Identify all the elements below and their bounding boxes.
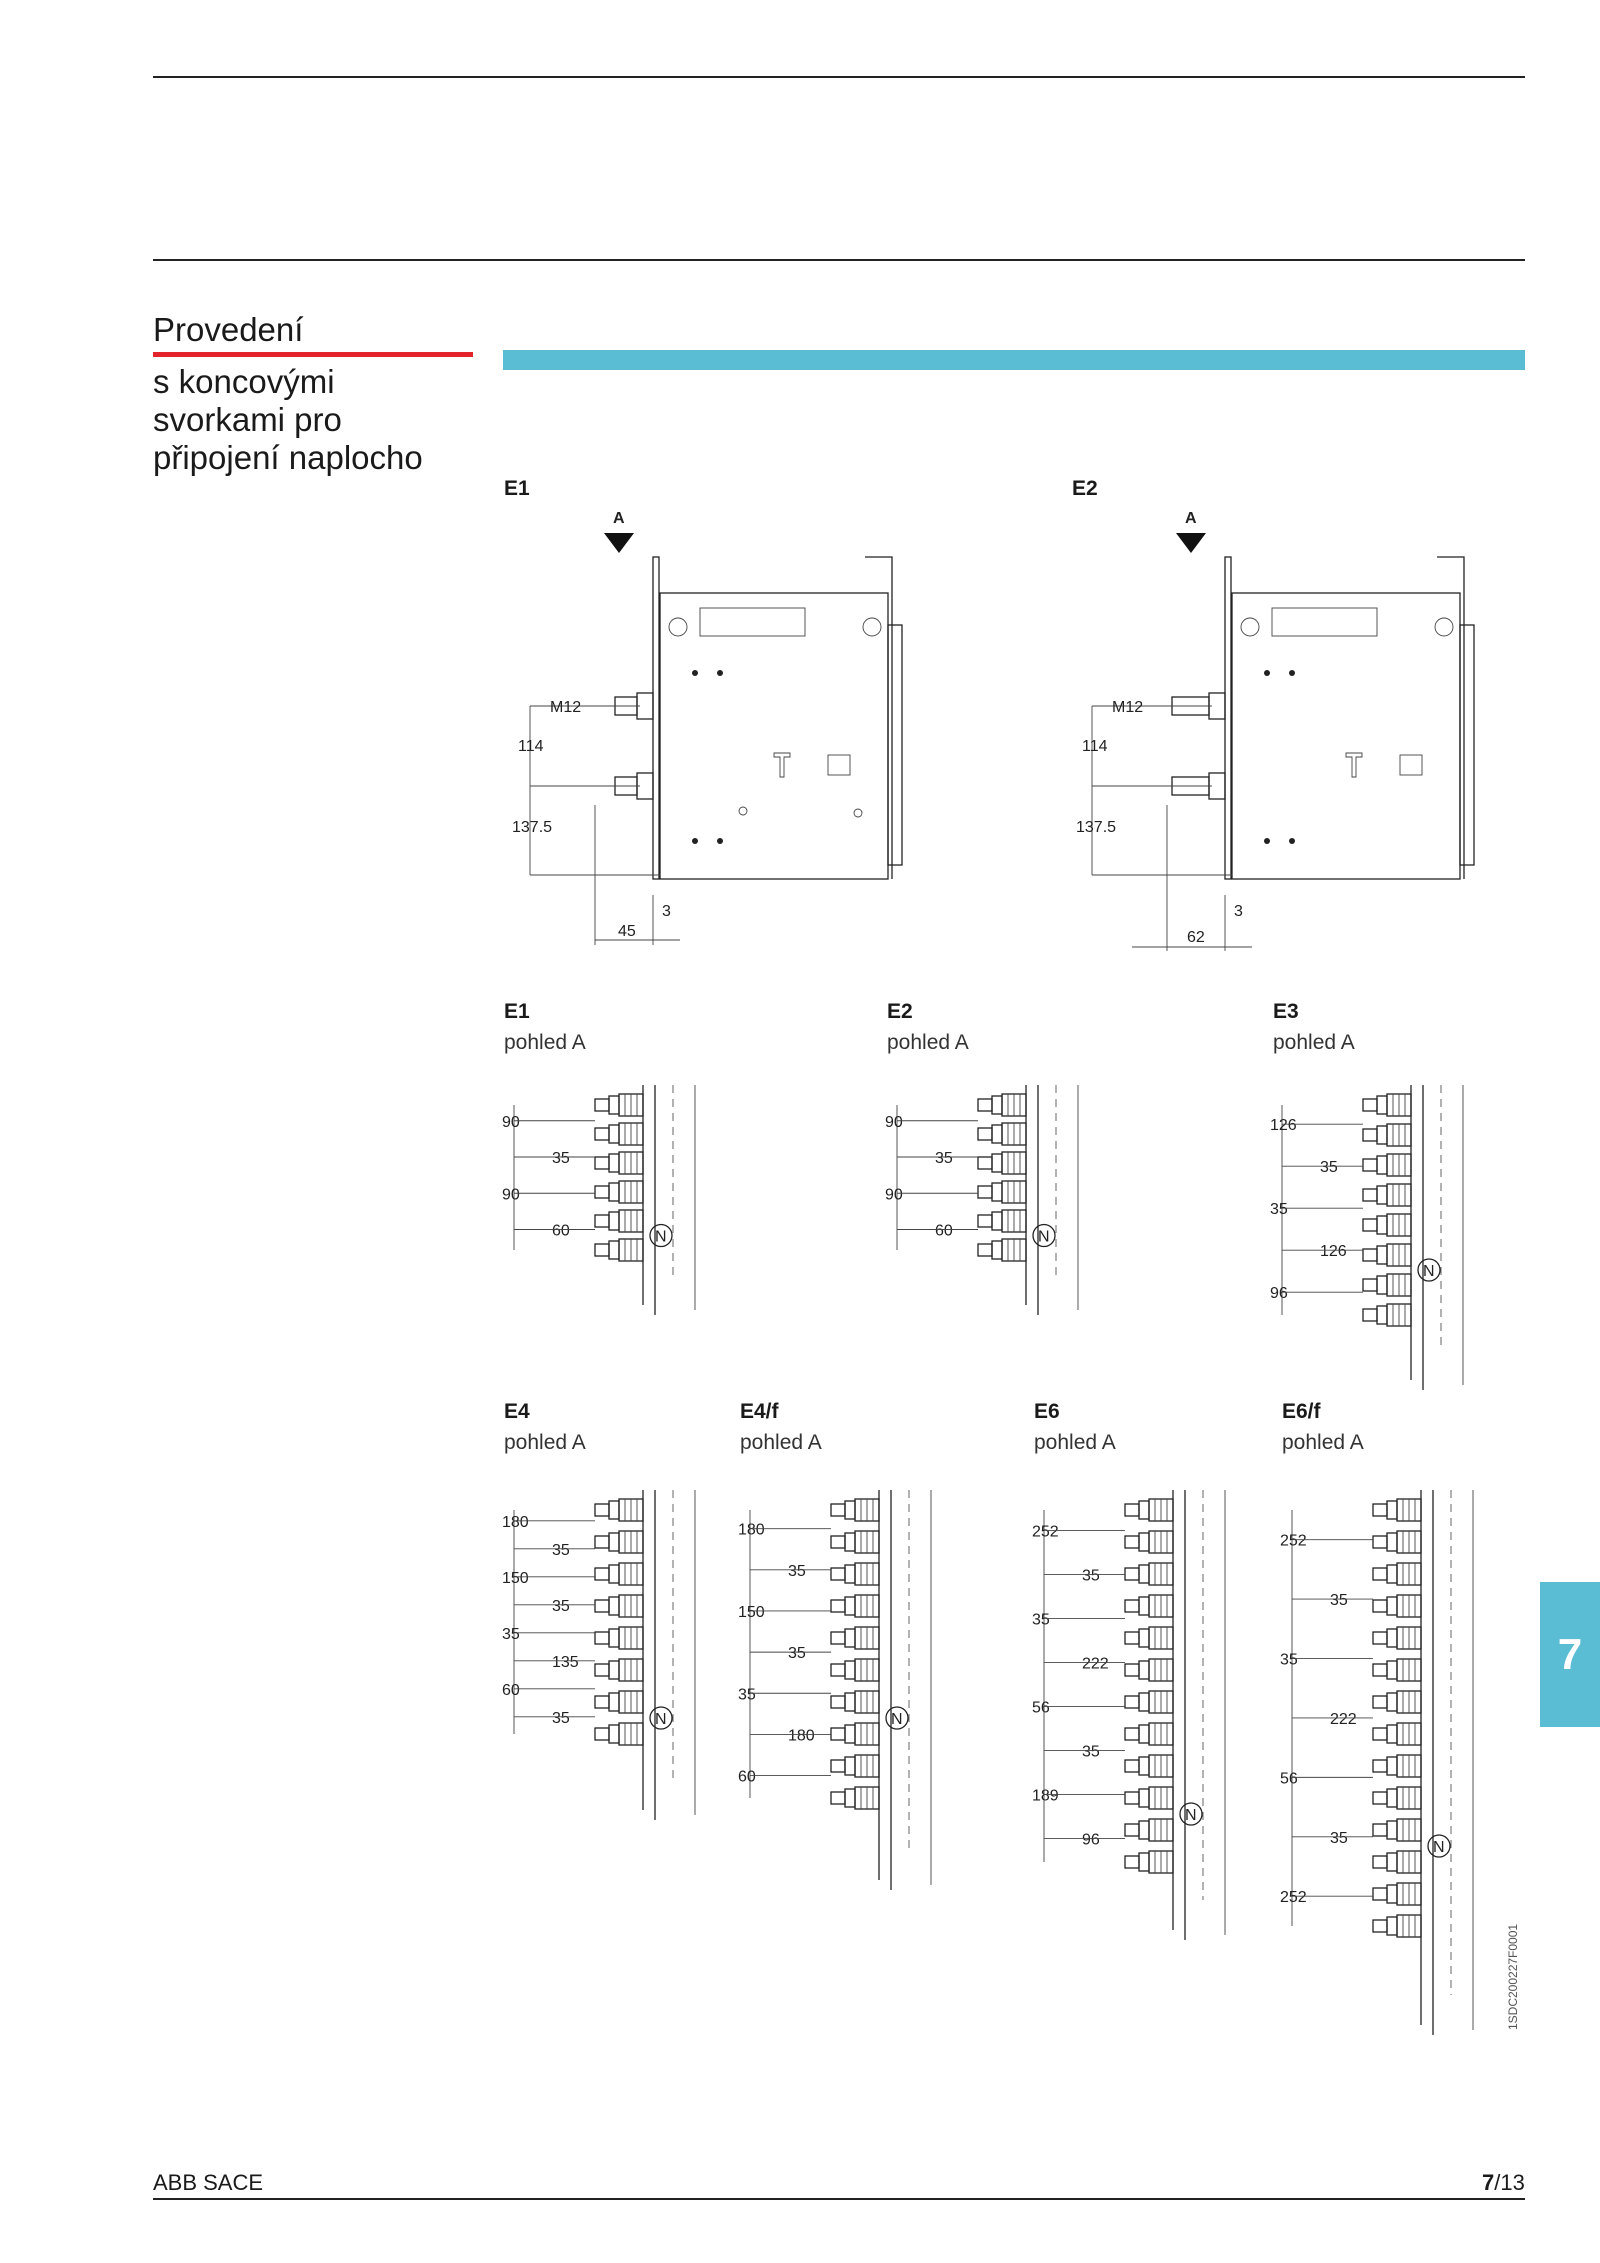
neutral-label: N [655,1228,667,1246]
terminal-nut [831,1792,845,1804]
dim-value: 35 [552,1597,570,1615]
terminal-nut [595,1157,609,1169]
terminal-nut [831,1536,845,1548]
terminal-washer [609,1725,619,1743]
view-sub-e4f: pohled A [740,1431,822,1454]
terminal-nut [595,1728,609,1740]
dim-value: 35 [552,1541,570,1559]
terminal-washer [609,1661,619,1679]
terminal-washer [992,1212,1002,1230]
terminal-washer [992,1241,1002,1259]
dim-value: 90 [885,1186,903,1204]
terminal-nut [595,1568,609,1580]
footer-brand: ABB SACE [153,2170,264,2195]
terminal-washer [609,1565,619,1583]
terminal-nut [831,1600,845,1612]
terminal-washer [1387,1693,1397,1711]
dim-value: 96 [1082,1831,1100,1849]
terminal-washer [1377,1096,1387,1114]
view-label-e2: E2 [887,1000,913,1023]
dim-value: 56 [1032,1699,1050,1717]
terminal-nut [1125,1504,1139,1516]
section-bar [503,350,1525,370]
drawing-e1-side [500,505,920,955]
drawing-e4-view-a [500,1490,710,1820]
terminal-nut [831,1664,845,1676]
terminal-washer [992,1183,1002,1201]
terminal-washer [992,1154,1002,1172]
footer-page [1482,2170,1525,2196]
terminal-nut [1125,1728,1139,1740]
terminal-washer [1139,1629,1149,1647]
terminal-nut [831,1504,845,1516]
footer-rule [153,2198,1525,2200]
view-sub-e4: pohled A [504,1431,586,1454]
page-chapter: 7 [1482,2170,1495,2195]
arrow-a-icon [604,533,634,553]
view-label-e1: E1 [504,1000,530,1023]
terminal-nut [595,1536,609,1548]
dim-value: 35 [935,1150,953,1167]
dim-value: 180 [502,1513,529,1531]
drawing-e2-side [1072,505,1492,955]
view-label-e6: E6 [1034,1400,1060,1423]
terminal-washer [1387,1597,1397,1615]
terminal-washer [1387,1917,1397,1935]
dim-value: 35 [552,1150,570,1167]
dim-value: 180 [788,1727,815,1745]
terminal-washer [609,1501,619,1519]
top-label-e2: E2 [1072,477,1098,500]
terminal-nut [1363,1219,1377,1231]
top-rule [153,76,1525,78]
terminal-washer [1139,1693,1149,1711]
title-line-3: připojení naplocho [153,439,423,476]
terminal-washer [1139,1757,1149,1775]
neutral-label: N [1423,1263,1435,1280]
neutral-label: N [1038,1228,1050,1246]
terminal-nut [1125,1664,1139,1676]
dim-value: 60 [738,1768,756,1786]
chapter-tab: 7 [1540,1582,1600,1727]
terminal-nut [595,1128,609,1140]
dim-value: 35 [1082,1743,1100,1761]
dim-m12: M12 [1112,699,1144,716]
terminal-washer [1387,1501,1397,1519]
terminal-nut [1125,1696,1139,1708]
terminal-nut [1373,1792,1387,1804]
view-sub-e6f: pohled A [1282,1431,1364,1454]
terminal-washer [1377,1186,1387,1204]
dim-value: 252 [1280,1889,1307,1907]
dim-value: 252 [1280,1532,1307,1550]
terminal-washer [845,1629,855,1647]
terminal-washer [845,1757,855,1775]
terminal-nut [1373,1824,1387,1836]
view-sub-e6: pohled A [1034,1431,1116,1454]
terminal-washer [1139,1533,1149,1551]
terminal-washer [609,1212,619,1230]
dim-value: 180 [738,1521,765,1539]
terminal-washer [609,1096,619,1114]
terminal-washer [1387,1533,1397,1551]
dim-3: 3 [1234,903,1243,920]
terminal-washer [609,1154,619,1172]
terminal-washer [609,1241,619,1259]
drawing-e6-view-a [1030,1490,1260,1940]
terminal-nut [978,1128,992,1140]
terminal-washer [845,1789,855,1807]
title-line-2: svorkami pro [153,401,342,438]
view-label-e3: E3 [1273,1000,1299,1023]
terminal-nut [831,1760,845,1772]
arrow-a-label: A [613,510,625,527]
page-number: /13 [1494,2170,1525,2195]
terminal-nut [1373,1760,1387,1772]
terminal-nut [1125,1760,1139,1772]
terminal-nut [1373,1600,1387,1612]
terminal-nut [595,1244,609,1256]
terminal-nut [1373,1568,1387,1580]
dim-value: 35 [1082,1567,1100,1585]
dim-value: 126 [1320,1243,1347,1261]
terminal-washer [992,1125,1002,1143]
terminal-nut [1125,1536,1139,1548]
dim-value: 60 [552,1222,570,1240]
terminal-nut [1125,1792,1139,1804]
terminal-nut [1373,1536,1387,1548]
terminal-nut [1125,1824,1139,1836]
terminal-washer [609,1533,619,1551]
dim-value: 60 [502,1681,520,1699]
terminal-washer [1387,1885,1397,1903]
terminal-nut [1363,1279,1377,1291]
terminal-washer [609,1629,619,1647]
terminal-nut [1125,1600,1139,1612]
dim-value: 35 [788,1645,806,1663]
dim-62: 62 [1187,929,1205,946]
terminal-nut [595,1099,609,1111]
dim-value: 35 [1330,1592,1348,1610]
dim-value: 135 [552,1653,579,1671]
terminal-nut [1373,1696,1387,1708]
terminal-nut [1373,1664,1387,1676]
dim-114: 114 [1082,738,1108,755]
terminal-nut [831,1568,845,1580]
terminal-washer [609,1183,619,1201]
dim-value: 222 [1330,1710,1357,1728]
terminal-nut [1363,1099,1377,1111]
terminal-washer [845,1693,855,1711]
dim-value: 126 [1270,1117,1297,1135]
terminal-washer [1387,1789,1397,1807]
dim-114: 114 [518,738,544,755]
terminal-washer [1377,1126,1387,1144]
terminal-nut [595,1504,609,1516]
terminal-washer [1377,1246,1387,1264]
dim-value: 189 [1032,1787,1059,1805]
terminal-washer [1377,1156,1387,1174]
terminal-nut [978,1157,992,1169]
terminal-nut [978,1215,992,1227]
terminal-washer [1139,1597,1149,1615]
terminal-washer [845,1501,855,1519]
terminal-washer [1387,1629,1397,1647]
terminal-washer [609,1597,619,1615]
title-line-1: s koncovými [153,363,335,400]
dim-value: 60 [935,1222,953,1240]
terminal-washer [1387,1725,1397,1743]
drawing-e3-view-a [1268,1085,1488,1390]
terminal-nut [1125,1856,1139,1868]
view-label-e6f: E6/f [1282,1400,1321,1423]
drawing-e6f-view-a [1278,1490,1508,2035]
dim-value: 150 [502,1569,529,1587]
dim-value: 90 [885,1113,903,1131]
dim-value: 35 [1330,1829,1348,1847]
dim-value: 35 [502,1625,520,1643]
terminal-washer [609,1125,619,1143]
dim-value: 35 [1032,1611,1050,1629]
terminal-nut [1373,1504,1387,1516]
neutral-label: N [1185,1807,1197,1824]
drawing-e4f-view-a [736,1490,946,1890]
terminal-nut [978,1099,992,1111]
terminal-nut [1363,1129,1377,1141]
terminal-nut [1363,1309,1377,1321]
dim-137: 137.5 [1076,819,1117,836]
top-label-e1: E1 [504,477,530,500]
terminal-nut [1125,1632,1139,1644]
terminal-nut [595,1664,609,1676]
view-sub-e2: pohled A [887,1031,969,1054]
terminal-nut [595,1215,609,1227]
arrow-a-label: A [1185,510,1197,527]
arrow-a-icon [1176,533,1206,553]
view-label-e4: E4 [504,1400,530,1423]
terminal-washer [1387,1853,1397,1871]
doc-code: 1SDC200227F0001 [1506,1923,1520,2030]
terminal-washer [1139,1789,1149,1807]
terminal-nut [1373,1856,1387,1868]
terminal-washer [609,1693,619,1711]
dim-value: 150 [738,1603,765,1621]
terminal-nut [1373,1888,1387,1900]
terminal-nut [595,1696,609,1708]
view-sub-e3: pohled A [1273,1031,1355,1054]
header-rule [153,259,1525,261]
dim-value: 90 [502,1113,520,1131]
view-sub-e1: pohled A [504,1031,586,1054]
terminal-washer [1139,1565,1149,1583]
dim-value: 35 [738,1686,756,1704]
terminal-washer [992,1096,1002,1114]
view-label-e4f: E4/f [740,1400,779,1423]
terminal-washer [1377,1306,1387,1324]
terminal-washer [1387,1661,1397,1679]
terminal-washer [1139,1725,1149,1743]
terminal-washer [845,1565,855,1583]
terminal-nut [1373,1920,1387,1932]
dim-value: 35 [1320,1159,1338,1177]
terminal-nut [1363,1249,1377,1261]
dim-45: 45 [618,923,636,940]
terminal-washer [1139,1661,1149,1679]
dim-value: 222 [1082,1655,1109,1673]
dim-value: 90 [502,1186,520,1204]
neutral-label: N [655,1711,667,1728]
terminal-washer [1139,1821,1149,1839]
drawing-e1-view-a [500,1085,710,1315]
terminal-nut [1363,1159,1377,1171]
terminal-nut [1373,1632,1387,1644]
terminal-nut [595,1632,609,1644]
title-underline [153,352,473,357]
dim-value: 96 [1270,1285,1288,1303]
terminal-washer [1139,1501,1149,1519]
title-main: Provedení [153,311,304,348]
dim-value: 35 [1280,1651,1298,1669]
neutral-label: N [1433,1839,1445,1856]
terminal-nut [1373,1728,1387,1740]
dim-value: 252 [1032,1523,1059,1541]
terminal-washer [845,1661,855,1679]
terminal-washer [845,1597,855,1615]
terminal-washer [845,1533,855,1551]
dim-3: 3 [662,903,671,920]
dim-value: 56 [1280,1770,1298,1788]
terminal-nut [1125,1568,1139,1580]
terminal-nut [595,1186,609,1198]
terminal-washer [1139,1853,1149,1871]
drawing-e2-view-a [883,1085,1093,1315]
terminal-washer [1377,1216,1387,1234]
dim-value: 35 [788,1562,806,1580]
terminal-nut [595,1600,609,1612]
section-title [153,310,473,477]
terminal-nut [831,1696,845,1708]
dim-m12: M12 [550,699,582,716]
terminal-nut [831,1728,845,1740]
terminal-washer [1377,1276,1387,1294]
neutral-label: N [891,1711,903,1728]
terminal-nut [978,1186,992,1198]
terminal-washer [1387,1565,1397,1583]
terminal-washer [1387,1821,1397,1839]
dim-137: 137.5 [512,819,553,836]
terminal-nut [978,1244,992,1256]
terminal-washer [845,1725,855,1743]
terminal-nut [1363,1189,1377,1201]
terminal-washer [1387,1757,1397,1775]
dim-value: 35 [1270,1201,1288,1219]
dim-value: 35 [552,1709,570,1727]
terminal-nut [831,1632,845,1644]
